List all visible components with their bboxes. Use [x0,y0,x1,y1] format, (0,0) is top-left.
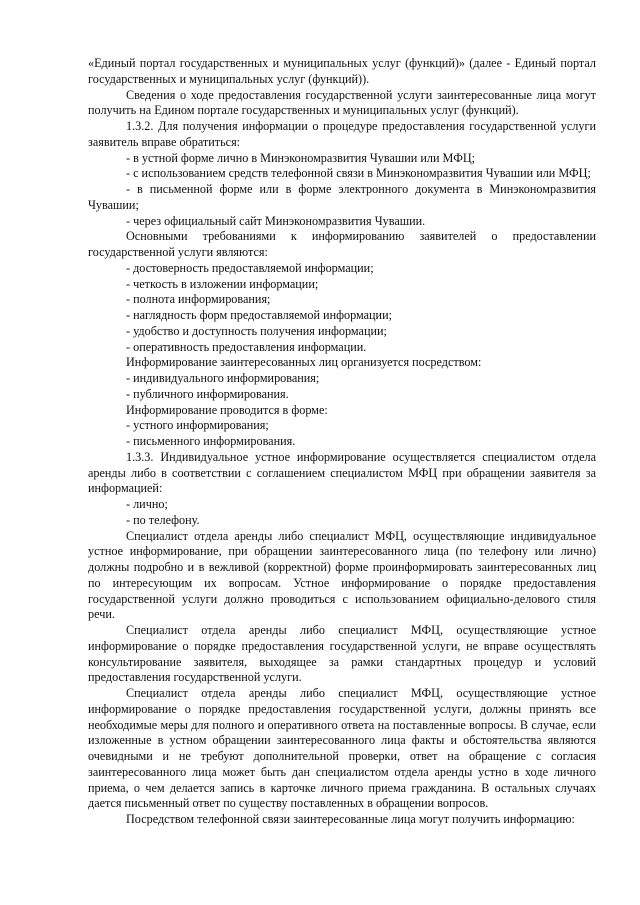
list-item: - оперативность предоставления информации. [126,339,367,354]
list-item: - письменного информирования. [126,434,296,448]
paragraph-requirements: Основными требованиями к информированию заявителей о предоставлении государственной услуги являются: [88,229,596,259]
list-item: - публичного информирования. [126,386,289,401]
list-item: - удобство и доступность получения информации; [126,323,387,338]
list-item: - по телефону. [126,512,200,527]
paragraph-specialist-no-consulting: Специалист отдела аренды либо специалист МФЦ, осуществляющие устное информирование о порядке предоставления государственной услуги, не вправе осуществлять консультирование заявителя, выходящее за рамки стандартных процедур и условий предоставления государственной услуги. [88,623,596,685]
paragraph-specialist-measures: Специалист отдела аренды либо специалист МФЦ, осуществляющие устное информирование о порядке предоставления государственной услуги, должны принять все необходимые меры для полного и оперативного ответа на поставленные вопросы. В случае, если изложенные в устном обращении заинтересованного лица факты и обстоятельства являются очевидными и не требуют дополнительной проверки, ответ на обращение с согласия заинтересованного лица может быть дан специалистом отдела аренды устно в ходе личного приема, о чем делается запись в карточке личного приема гражданина. В остальных случаях дается письменный ответ по существу поставленных в обращении вопросов. [88,686,596,811]
list-item: - в письменной форме или в форме электронного документа в Минэкономразвития Чувашии; [88,182,596,212]
list-item: - через официальный сайт Минэкономразвития Чувашии. [126,213,426,228]
list-item: - индивидуального информирования; [126,371,320,385]
list-item: - с использованием средств телефонной связи в Минэкономразвития Чувашии или МФЦ; [126,166,591,181]
paragraph-portal-definition: «Единый портал государственных и муниципальных услуг (функций)» (далее - Единый портал государственных и муниципальных услуг (функций)). [88,56,596,86]
paragraph-organized-by: Информирование заинтересованных лиц организуется посредством: [126,355,482,370]
paragraph-form: Информирование проводится в форме: [126,402,328,417]
paragraph-specialist-individual: Специалист отдела аренды либо специалист МФЦ, осуществляющие индивидуальное устное информирование, при обращении заинтересованного лица (по телефону или лично) должны подробно и в вежливой (корректной) форме проинформировать заинтересованных лиц по интересующим их вопросам. Устное информирование о порядке предоставления государственной услуги должно проводиться с использованием официально-делового стиля речи. [88,528,596,622]
list-item: - достоверность предоставляемой информации; [126,260,374,275]
paragraph-1-3-2: 1.3.2. Для получения информации о процедуре предоставления государственной услуги заявитель вправе обратиться: [88,119,596,149]
document-page [88,56,596,828]
paragraph-progress-info: Сведения о ходе предоставления государственной услуги заинтересованные лица могут получить на Едином портале государственных и муниципальных услуг (функций). [88,87,596,118]
paragraph-1-3-3: 1.3.3. Индивидуальное устное информирование осуществляется специалистом отдела аренды либо в соответствии с соглашением специалистом МФЦ при обращении заявителя за информацией: [88,449,596,496]
list-item: - четкость в изложении информации; [126,276,319,291]
list-item: - полнота информирования; [126,292,271,307]
list-item: - в устной форме лично в Минэкономразвития Чувашии или МФЦ; [126,150,476,165]
paragraph-telephone: Посредством телефонной связи заинтересованные лица могут получить информацию: [126,812,575,826]
list-item: - лично; [126,497,168,511]
list-item: - наглядность форм предоставляемой информации; [126,308,392,322]
list-item: - устного информирования; [126,418,269,433]
